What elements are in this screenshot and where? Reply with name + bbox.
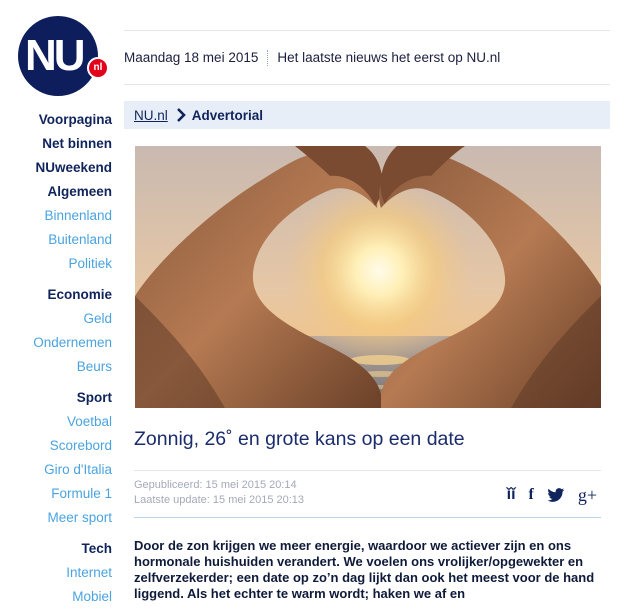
sidebar-item-voetbal[interactable]: Voetbal <box>66 414 112 429</box>
sidebar-item-tech[interactable]: Tech <box>81 541 112 556</box>
site-tagline: Het laatste nieuws het eerst op NU.nl <box>277 50 501 65</box>
nav-group-gap <box>0 530 112 537</box>
sidebar-item-sport[interactable]: Sport <box>76 390 112 405</box>
article-title: Zonnig, 26˚ en grote kans op een date <box>134 428 465 450</box>
twitter-share-icon[interactable] <box>547 488 565 503</box>
top-bar <box>124 30 610 85</box>
sidebar-item-formule-1[interactable]: Formule 1 <box>51 486 112 501</box>
sidebar-item-beurs[interactable]: Beurs <box>76 359 112 374</box>
sidebar-nav <box>0 108 112 609</box>
nav-group-gap <box>0 379 112 386</box>
sidebar-item-binnenland[interactable]: Binnenland <box>44 208 112 223</box>
sidebar-item-voorpagina[interactable]: Voorpagina <box>38 112 112 127</box>
chevron-right-icon <box>176 108 186 122</box>
published-date: Gepubliceerd: 15 mei 2015 20:14 <box>134 479 297 491</box>
facebook-share-icon[interactable]: f <box>528 486 534 503</box>
sidebar-item-algemeen[interactable]: Algemeen <box>47 184 112 199</box>
googleplus-share-icon[interactable]: g+ <box>577 485 597 505</box>
sidebar-item-economie[interactable]: Economie <box>47 287 112 302</box>
breadcrumb <box>124 101 610 129</box>
logo-text: NU <box>25 31 83 80</box>
current-date: Maandag 18 mei 2015 <box>124 50 259 65</box>
sidebar-item-buitenland[interactable]: Buitenland <box>48 232 112 247</box>
article-hero-image <box>135 146 601 408</box>
nu-logo[interactable] <box>18 16 112 96</box>
sidebar-item-meer-sport[interactable]: Meer sport <box>47 510 112 525</box>
breadcrumb-current: Advertorial <box>191 107 264 123</box>
sidebar-item-internet[interactable]: Internet <box>66 565 112 580</box>
heart-hands-sunset-image <box>135 146 601 408</box>
nujij-share-icon[interactable]: ǐǐ <box>506 486 516 503</box>
sidebar-item-scorebord[interactable]: Scorebord <box>49 438 112 453</box>
breadcrumb-home-link[interactable]: NU.nl <box>134 107 168 123</box>
sidebar-item-ondernemen[interactable]: Ondernemen <box>33 335 112 350</box>
sidebar-item-mobiel[interactable]: Mobiel <box>72 589 112 604</box>
sidebar-item-net-binnen[interactable]: Net binnen <box>42 136 112 151</box>
sidebar-item-geld[interactable]: Geld <box>83 311 112 326</box>
sidebar-item-nuweekend[interactable]: NUweekend <box>35 160 112 175</box>
article-body: Door de zon krijgen we meer energie, waardoor we actiever zijn en ons hormonale huishuiden verandert. We voelen ons vrolijker/opgewekter en zelfverzekerder; een date op zo’n dag lijkt dan ook het meest voor de hand liggend. Als het echter te warm wordt; haken we af en <box>134 538 595 601</box>
sidebar-item-giro-d-italia[interactable]: Giro d'Italia <box>44 462 112 477</box>
updated-date: Laatste update: 15 mei 2015 20:13 <box>134 494 305 506</box>
logo-badge: nl <box>87 57 109 79</box>
sidebar-item-politiek[interactable]: Politiek <box>68 256 112 271</box>
article-meta <box>134 470 601 518</box>
share-buttons <box>507 485 597 505</box>
nav-group-gap <box>0 276 112 283</box>
